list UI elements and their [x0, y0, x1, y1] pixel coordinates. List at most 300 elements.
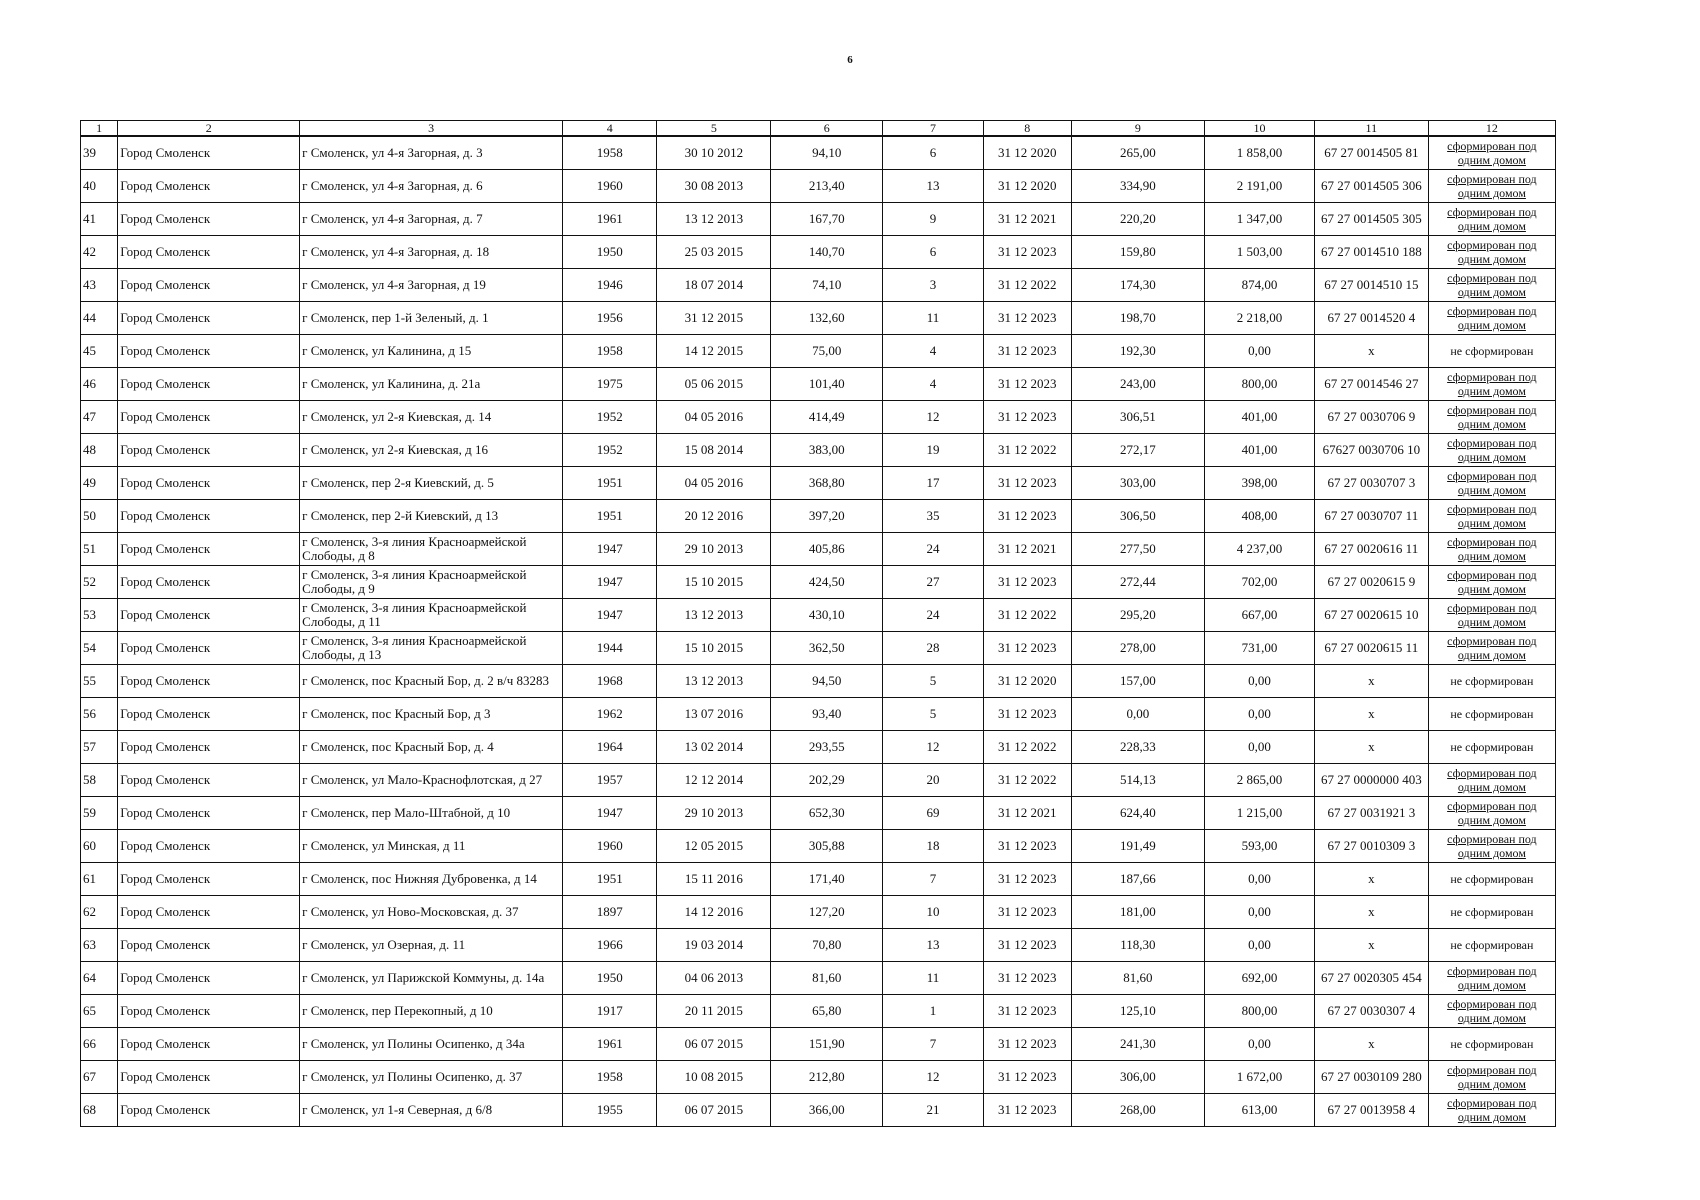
land-area-cell: 0,00	[1205, 896, 1315, 929]
resettlement-deadline-cell: 31 12 2023	[983, 1028, 1071, 1061]
land-status-text: сформирован под одним домом	[1447, 1096, 1537, 1124]
resettlement-deadline-cell: 31 12 2022	[983, 434, 1071, 467]
address-cell: г Смоленск, пос Красный Бор, д. 2 в/ч 83283	[300, 665, 563, 698]
cadastral-number-cell: 67 27 0030707 3	[1314, 467, 1428, 500]
recognition-date-cell: 30 10 2012	[657, 136, 771, 170]
address-cell: г Смоленск, ул 2-я Киевская, д 16	[300, 434, 563, 467]
land-status-cell	[1428, 830, 1555, 863]
address-cell: г Смоленск, 3-я линия Красноармейской Слободы, д 13	[300, 632, 563, 665]
area-cell: 366,00	[771, 1094, 883, 1127]
municipality-cell: Город Смоленск	[118, 698, 300, 731]
municipality-cell: Город Смоленск	[118, 566, 300, 599]
area-cell: 101,40	[771, 368, 883, 401]
table-row	[81, 302, 1556, 335]
construction-year-cell: 1950	[563, 236, 657, 269]
residents-count-cell: 10	[883, 896, 984, 929]
area-cell: 74,10	[771, 269, 883, 302]
construction-year-cell: 1947	[563, 599, 657, 632]
row-number: 45	[81, 335, 118, 368]
construction-year-cell: 1958	[563, 335, 657, 368]
area-cell: 424,50	[771, 566, 883, 599]
address-cell: г Смоленск, ул 4-я Загорная, д. 6	[300, 170, 563, 203]
table-row	[81, 467, 1556, 500]
area-cell: 70,80	[771, 929, 883, 962]
area-cell: 397,20	[771, 500, 883, 533]
resettlement-deadline-cell: 31 12 2021	[983, 533, 1071, 566]
land-status-text: сформирован под одним домом	[1447, 139, 1537, 167]
address-cell: г Смоленск, ул 2-я Киевская, д. 14	[300, 401, 563, 434]
residents-count-cell: 13	[883, 929, 984, 962]
residents-count-cell: 18	[883, 830, 984, 863]
land-status-text: сформирован под одним домом	[1447, 568, 1537, 596]
address-cell: г Смоленск, пос Нижняя Дубровенка, д 14	[300, 863, 563, 896]
table-row	[81, 599, 1556, 632]
residents-count-cell: 4	[883, 335, 984, 368]
resettlement-deadline-cell: 31 12 2023	[983, 698, 1071, 731]
residents-count-cell: 11	[883, 962, 984, 995]
total-area-cell: 306,00	[1071, 1061, 1205, 1094]
table-row	[81, 269, 1556, 302]
recognition-date-cell: 06 07 2015	[657, 1094, 771, 1127]
total-area-cell: 174,30	[1071, 269, 1205, 302]
address-cell: г Смоленск, пер 2-й Киевский, д 13	[300, 500, 563, 533]
recognition-date-cell: 31 12 2015	[657, 302, 771, 335]
cadastral-number-cell: 67 27 0014505 306	[1314, 170, 1428, 203]
land-area-cell: 800,00	[1205, 995, 1315, 1028]
row-number: 41	[81, 203, 118, 236]
row-number: 61	[81, 863, 118, 896]
cadastral-number-cell: 67 27 0014546 27	[1314, 368, 1428, 401]
total-area-cell: 198,70	[1071, 302, 1205, 335]
land-area-cell: 593,00	[1205, 830, 1315, 863]
area-cell: 167,70	[771, 203, 883, 236]
land-status-cell	[1428, 995, 1555, 1028]
address-cell: г Смоленск, ул Полины Осипенко, д 34а	[300, 1028, 563, 1061]
construction-year-cell: 1917	[563, 995, 657, 1028]
address-cell: г Смоленск, ул Полины Осипенко, д. 37	[300, 1061, 563, 1094]
column-number-header: 4	[563, 121, 657, 137]
municipality-cell: Город Смоленск	[118, 236, 300, 269]
municipality-cell: Город Смоленск	[118, 269, 300, 302]
row-number: 68	[81, 1094, 118, 1127]
address-cell: г Смоленск, ул 4-я Загорная, д. 18	[300, 236, 563, 269]
cadastral-number-cell: 67 27 0031921 3	[1314, 797, 1428, 830]
residents-count-cell: 24	[883, 533, 984, 566]
area-cell: 202,29	[771, 764, 883, 797]
column-number-header: 8	[983, 121, 1071, 137]
residents-count-cell: 4	[883, 368, 984, 401]
row-number: 66	[81, 1028, 118, 1061]
total-area-cell: 118,30	[1071, 929, 1205, 962]
resettlement-deadline-cell: 31 12 2023	[983, 830, 1071, 863]
resettlement-deadline-cell: 31 12 2023	[983, 863, 1071, 896]
recognition-date-cell: 30 08 2013	[657, 170, 771, 203]
land-status-cell	[1428, 896, 1555, 929]
land-status-text: сформирован под одним домом	[1447, 964, 1537, 992]
land-status-text: не сформирован	[1450, 872, 1534, 886]
address-cell: г Смоленск, ул Озерная, д. 11	[300, 929, 563, 962]
cadastral-number-cell: 67 27 0020615 11	[1314, 632, 1428, 665]
land-status-text: не сформирован	[1450, 707, 1534, 721]
table-row	[81, 962, 1556, 995]
cadastral-number-cell: 67627 0030706 10	[1314, 434, 1428, 467]
cadastral-number-cell: 67 27 0010309 3	[1314, 830, 1428, 863]
land-area-cell: 401,00	[1205, 401, 1315, 434]
cadastral-number-cell: 67 27 0000000 403	[1314, 764, 1428, 797]
land-status-cell	[1428, 797, 1555, 830]
cadastral-number-cell: 67 27 0020615 9	[1314, 566, 1428, 599]
residents-count-cell: 27	[883, 566, 984, 599]
total-area-cell: 306,51	[1071, 401, 1205, 434]
cadastral-number-cell: 67 27 0030707 11	[1314, 500, 1428, 533]
cadastral-number-cell: 67 27 0013958 4	[1314, 1094, 1428, 1127]
row-number: 59	[81, 797, 118, 830]
land-status-text: сформирован под одним домом	[1447, 172, 1537, 200]
recognition-date-cell: 12 05 2015	[657, 830, 771, 863]
area-cell: 65,80	[771, 995, 883, 1028]
municipality-cell: Город Смоленск	[118, 797, 300, 830]
land-status-text: не сформирован	[1450, 674, 1534, 688]
resettlement-deadline-cell: 31 12 2022	[983, 599, 1071, 632]
land-area-cell: 1 215,00	[1205, 797, 1315, 830]
land-status-text: не сформирован	[1450, 344, 1534, 358]
resettlement-deadline-cell: 31 12 2022	[983, 764, 1071, 797]
land-area-cell: 800,00	[1205, 368, 1315, 401]
table-row	[81, 797, 1556, 830]
resettlement-deadline-cell: 31 12 2020	[983, 170, 1071, 203]
land-status-cell	[1428, 731, 1555, 764]
row-number: 67	[81, 1061, 118, 1094]
address-cell: г Смоленск, ул 4-я Загорная, д. 7	[300, 203, 563, 236]
residents-count-cell: 12	[883, 1061, 984, 1094]
total-area-cell: 272,44	[1071, 566, 1205, 599]
land-area-cell: 0,00	[1205, 335, 1315, 368]
municipality-cell: Город Смоленск	[118, 599, 300, 632]
land-area-cell: 667,00	[1205, 599, 1315, 632]
total-area-cell: 81,60	[1071, 962, 1205, 995]
land-status-text: сформирован под одним домом	[1447, 436, 1537, 464]
residents-count-cell: 5	[883, 698, 984, 731]
area-cell: 94,10	[771, 136, 883, 170]
land-area-cell: 0,00	[1205, 665, 1315, 698]
resettlement-deadline-cell: 31 12 2023	[983, 401, 1071, 434]
land-area-cell: 613,00	[1205, 1094, 1315, 1127]
table-row	[81, 566, 1556, 599]
land-status-cell	[1428, 1028, 1555, 1061]
land-status-cell	[1428, 302, 1555, 335]
row-number: 58	[81, 764, 118, 797]
total-area-cell: 191,49	[1071, 830, 1205, 863]
land-area-cell: 2 865,00	[1205, 764, 1315, 797]
total-area-cell: 157,00	[1071, 665, 1205, 698]
construction-year-cell: 1952	[563, 401, 657, 434]
recognition-date-cell: 19 03 2014	[657, 929, 771, 962]
municipality-cell: Город Смоленск	[118, 203, 300, 236]
table-row	[81, 995, 1556, 1028]
resettlement-deadline-cell: 31 12 2021	[983, 797, 1071, 830]
construction-year-cell: 1958	[563, 136, 657, 170]
land-status-cell	[1428, 401, 1555, 434]
residents-count-cell: 7	[883, 1028, 984, 1061]
row-number: 51	[81, 533, 118, 566]
recognition-date-cell: 14 12 2016	[657, 896, 771, 929]
area-cell: 127,20	[771, 896, 883, 929]
resettlement-deadline-cell: 31 12 2023	[983, 467, 1071, 500]
land-status-cell	[1428, 170, 1555, 203]
area-cell: 305,88	[771, 830, 883, 863]
cadastral-number-cell: 67 27 0014520 4	[1314, 302, 1428, 335]
address-cell: г Смоленск, ул Калинина, д. 21а	[300, 368, 563, 401]
row-number: 49	[81, 467, 118, 500]
recognition-date-cell: 20 12 2016	[657, 500, 771, 533]
construction-year-cell: 1960	[563, 830, 657, 863]
cadastral-number-cell: 67 27 0020616 11	[1314, 533, 1428, 566]
address-cell: г Смоленск, ул 1-я Северная, д 6/8	[300, 1094, 563, 1127]
resettlement-deadline-cell: 31 12 2020	[983, 136, 1071, 170]
area-cell: 81,60	[771, 962, 883, 995]
address-cell: г Смоленск, пер 2-я Киевский, д. 5	[300, 467, 563, 500]
resettlement-deadline-cell: 31 12 2023	[983, 929, 1071, 962]
row-number: 39	[81, 136, 118, 170]
table-row	[81, 1028, 1556, 1061]
residents-count-cell: 19	[883, 434, 984, 467]
table-row	[81, 731, 1556, 764]
cadastral-number-cell: 67 27 0020305 454	[1314, 962, 1428, 995]
residents-count-cell: 21	[883, 1094, 984, 1127]
area-cell: 140,70	[771, 236, 883, 269]
land-status-text: сформирован под одним домом	[1447, 403, 1537, 431]
municipality-cell: Город Смоленск	[118, 434, 300, 467]
construction-year-cell: 1946	[563, 269, 657, 302]
address-cell: г Смоленск, пос Красный Бор, д. 4	[300, 731, 563, 764]
area-cell: 212,80	[771, 1061, 883, 1094]
residents-count-cell: 12	[883, 731, 984, 764]
row-number: 50	[81, 500, 118, 533]
recognition-date-cell: 25 03 2015	[657, 236, 771, 269]
construction-year-cell: 1897	[563, 896, 657, 929]
municipality-cell: Город Смоленск	[118, 665, 300, 698]
address-cell: г Смоленск, ул Ново-Московская, д. 37	[300, 896, 563, 929]
area-cell: 430,10	[771, 599, 883, 632]
land-status-cell	[1428, 566, 1555, 599]
area-cell: 94,50	[771, 665, 883, 698]
recognition-date-cell: 04 05 2016	[657, 401, 771, 434]
land-status-cell	[1428, 863, 1555, 896]
row-number: 60	[81, 830, 118, 863]
residents-count-cell: 6	[883, 236, 984, 269]
recognition-date-cell: 13 12 2013	[657, 665, 771, 698]
residents-count-cell: 35	[883, 500, 984, 533]
land-area-cell: 692,00	[1205, 962, 1315, 995]
column-number-header: 1	[81, 121, 118, 137]
recognition-date-cell: 04 05 2016	[657, 467, 771, 500]
construction-year-cell: 1962	[563, 698, 657, 731]
address-cell: г Смоленск, ул Парижской Коммуны, д. 14а	[300, 962, 563, 995]
total-area-cell: 278,00	[1071, 632, 1205, 665]
land-status-text: сформирован под одним домом	[1447, 535, 1537, 563]
total-area-cell: 514,13	[1071, 764, 1205, 797]
address-cell: г Смоленск, ул Калинина, д 15	[300, 335, 563, 368]
address-cell: г Смоленск, пер Перекопный, д 10	[300, 995, 563, 1028]
residents-count-cell: 1	[883, 995, 984, 1028]
total-area-cell: 334,90	[1071, 170, 1205, 203]
total-area-cell: 181,00	[1071, 896, 1205, 929]
construction-year-cell: 1947	[563, 533, 657, 566]
residents-count-cell: 28	[883, 632, 984, 665]
municipality-cell: Город Смоленск	[118, 764, 300, 797]
construction-year-cell: 1955	[563, 1094, 657, 1127]
land-area-cell: 0,00	[1205, 863, 1315, 896]
area-cell: 213,40	[771, 170, 883, 203]
row-number: 42	[81, 236, 118, 269]
recognition-date-cell: 14 12 2015	[657, 335, 771, 368]
land-status-cell	[1428, 665, 1555, 698]
land-area-cell: 2 218,00	[1205, 302, 1315, 335]
row-number: 43	[81, 269, 118, 302]
table-row	[81, 896, 1556, 929]
cadastral-number-cell: 67 27 0014505 305	[1314, 203, 1428, 236]
column-number-header: 12	[1428, 121, 1555, 137]
land-status-text: не сформирован	[1450, 938, 1534, 952]
resettlement-deadline-cell: 31 12 2023	[983, 995, 1071, 1028]
total-area-cell: 277,50	[1071, 533, 1205, 566]
row-number: 56	[81, 698, 118, 731]
resettlement-deadline-cell: 31 12 2023	[983, 896, 1071, 929]
recognition-date-cell: 15 08 2014	[657, 434, 771, 467]
residents-count-cell: 7	[883, 863, 984, 896]
land-status-cell	[1428, 698, 1555, 731]
construction-year-cell: 1957	[563, 764, 657, 797]
land-status-text: сформирован под одним домом	[1447, 1063, 1537, 1091]
table-row	[81, 136, 1556, 170]
land-status-cell	[1428, 335, 1555, 368]
recognition-date-cell: 15 11 2016	[657, 863, 771, 896]
land-area-cell: 398,00	[1205, 467, 1315, 500]
row-number: 48	[81, 434, 118, 467]
construction-year-cell: 1947	[563, 566, 657, 599]
land-status-text: не сформирован	[1450, 740, 1534, 754]
land-area-cell: 0,00	[1205, 929, 1315, 962]
land-status-cell	[1428, 1061, 1555, 1094]
address-cell: г Смоленск, пер 1-й Зеленый, д. 1	[300, 302, 563, 335]
land-status-text: сформирован под одним домом	[1447, 271, 1537, 299]
table-row	[81, 1061, 1556, 1094]
cadastral-number-cell: x	[1314, 1028, 1428, 1061]
resettlement-deadline-cell: 31 12 2023	[983, 335, 1071, 368]
land-status-cell	[1428, 929, 1555, 962]
total-area-cell: 220,20	[1071, 203, 1205, 236]
table-row	[81, 863, 1556, 896]
table-row	[81, 401, 1556, 434]
area-cell: 93,40	[771, 698, 883, 731]
land-status-cell	[1428, 434, 1555, 467]
municipality-cell: Город Смоленск	[118, 136, 300, 170]
municipality-cell: Город Смоленск	[118, 830, 300, 863]
total-area-cell: 295,20	[1071, 599, 1205, 632]
construction-year-cell: 1951	[563, 500, 657, 533]
land-area-cell: 0,00	[1205, 698, 1315, 731]
land-status-cell	[1428, 467, 1555, 500]
cadastral-number-cell: 67 27 0020615 10	[1314, 599, 1428, 632]
resettlement-deadline-cell: 31 12 2023	[983, 962, 1071, 995]
area-cell: 414,49	[771, 401, 883, 434]
table-body	[81, 136, 1556, 1127]
residents-count-cell: 11	[883, 302, 984, 335]
municipality-cell: Город Смоленск	[118, 896, 300, 929]
construction-year-cell: 1947	[563, 797, 657, 830]
land-status-cell	[1428, 203, 1555, 236]
construction-year-cell: 1950	[563, 962, 657, 995]
land-status-text: сформирован под одним домом	[1447, 238, 1537, 266]
recognition-date-cell: 18 07 2014	[657, 269, 771, 302]
land-status-text: сформирован под одним домом	[1447, 304, 1537, 332]
address-cell: г Смоленск, ул 4-я Загорная, д. 3	[300, 136, 563, 170]
municipality-cell: Город Смоленск	[118, 1028, 300, 1061]
table-row	[81, 335, 1556, 368]
recognition-date-cell: 13 12 2013	[657, 599, 771, 632]
land-status-text: сформирован под одним домом	[1447, 370, 1537, 398]
address-cell: г Смоленск, пер Мало-Штабной, д 10	[300, 797, 563, 830]
total-area-cell: 192,30	[1071, 335, 1205, 368]
table-row	[81, 764, 1556, 797]
land-status-text: сформирован под одним домом	[1447, 469, 1537, 497]
construction-year-cell: 1951	[563, 467, 657, 500]
municipality-cell: Город Смоленск	[118, 368, 300, 401]
land-status-cell	[1428, 236, 1555, 269]
land-status-cell	[1428, 136, 1555, 170]
address-cell: г Смоленск, ул Минская, д 11	[300, 830, 563, 863]
construction-year-cell: 1944	[563, 632, 657, 665]
municipality-cell: Город Смоленск	[118, 500, 300, 533]
address-cell: г Смоленск, 3-я линия Красноармейской Слободы, д 11	[300, 599, 563, 632]
municipality-cell: Город Смоленск	[118, 1061, 300, 1094]
land-area-cell: 1 858,00	[1205, 136, 1315, 170]
construction-year-cell: 1961	[563, 203, 657, 236]
table-row	[81, 665, 1556, 698]
construction-year-cell: 1968	[563, 665, 657, 698]
row-number: 40	[81, 170, 118, 203]
land-area-cell: 1 672,00	[1205, 1061, 1315, 1094]
municipality-cell: Город Смоленск	[118, 995, 300, 1028]
land-status-cell	[1428, 632, 1555, 665]
residents-count-cell: 5	[883, 665, 984, 698]
land-status-text: сформирован под одним домом	[1447, 832, 1537, 860]
table-row	[81, 830, 1556, 863]
column-number-header: 7	[883, 121, 984, 137]
table-row	[81, 203, 1556, 236]
municipality-cell: Город Смоленск	[118, 863, 300, 896]
row-number: 46	[81, 368, 118, 401]
row-number: 44	[81, 302, 118, 335]
area-cell: 151,90	[771, 1028, 883, 1061]
municipality-cell: Город Смоленск	[118, 1094, 300, 1127]
land-area-cell: 408,00	[1205, 500, 1315, 533]
total-area-cell: 159,80	[1071, 236, 1205, 269]
row-number: 63	[81, 929, 118, 962]
resettlement-deadline-cell: 31 12 2023	[983, 566, 1071, 599]
land-area-cell: 1 347,00	[1205, 203, 1315, 236]
total-area-cell: 303,00	[1071, 467, 1205, 500]
resettlement-deadline-cell: 31 12 2023	[983, 302, 1071, 335]
cadastral-number-cell: x	[1314, 896, 1428, 929]
row-number: 62	[81, 896, 118, 929]
address-cell: г Смоленск, ул 4-я Загорная, д 19	[300, 269, 563, 302]
recognition-date-cell: 06 07 2015	[657, 1028, 771, 1061]
residents-count-cell: 6	[883, 136, 984, 170]
land-status-text: сформирован под одним домом	[1447, 766, 1537, 794]
recognition-date-cell: 10 08 2015	[657, 1061, 771, 1094]
construction-year-cell: 1951	[563, 863, 657, 896]
